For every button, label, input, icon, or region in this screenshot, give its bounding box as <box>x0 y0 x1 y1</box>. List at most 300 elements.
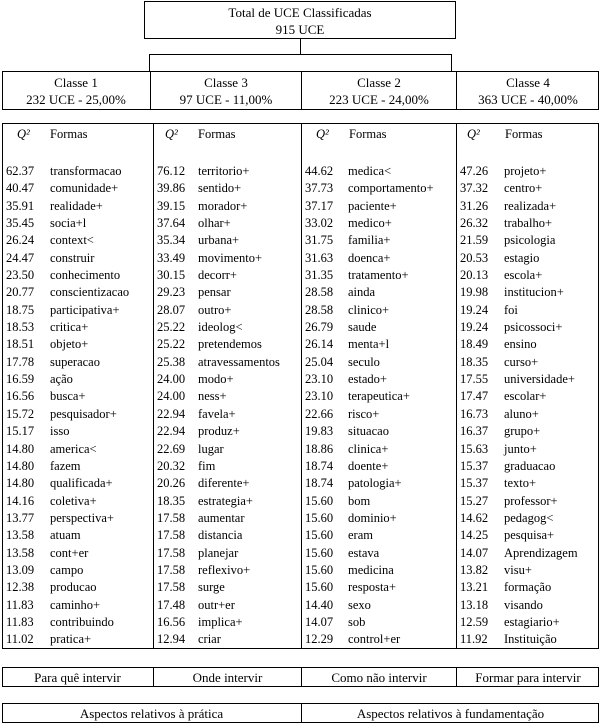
q2-value: 76.12 <box>157 164 186 178</box>
table-row <box>6 458 152 475</box>
q2-value: 22.66 <box>305 406 334 421</box>
q2-value: 16.56 <box>6 389 35 404</box>
class-1-label: Classe 1 <box>54 75 98 90</box>
total-uce-box <box>144 1 456 39</box>
q2-value: 15.37 <box>460 476 489 491</box>
table-row <box>6 215 152 232</box>
table-row <box>460 475 598 492</box>
forma-word: bom <box>348 493 371 508</box>
table-row <box>6 302 152 319</box>
forma-word: dominio+ <box>348 510 397 525</box>
table-divider-2 <box>301 123 302 649</box>
q2-value: 14.80 <box>6 476 35 491</box>
forma-word: trabalho+ <box>504 216 553 231</box>
forma-word: cont+er <box>50 545 89 560</box>
forma-word: producao <box>50 580 97 595</box>
formas-header: Formas <box>50 127 88 141</box>
q2-value: 24.00 <box>157 372 186 387</box>
q2-value: 14.07 <box>460 545 489 560</box>
q2-value: 18.53 <box>6 320 35 335</box>
table-row <box>460 180 598 197</box>
forma-word: visando <box>504 597 543 612</box>
forma-word: medicina <box>348 562 394 577</box>
forma-word: ness+ <box>198 389 227 404</box>
connector-horizontal <box>149 54 451 55</box>
connector-vertical <box>300 39 301 54</box>
q2-value: 28.07 <box>157 302 186 317</box>
forma-word: conhecimento <box>50 268 121 283</box>
table-row <box>157 545 300 562</box>
table-row <box>305 180 455 197</box>
q2-value: 15.27 <box>460 493 489 508</box>
forma-word: critica+ <box>50 320 89 335</box>
forma-word: distancia <box>198 528 243 543</box>
q2-value: 15.63 <box>460 441 489 456</box>
q2-value: 14.07 <box>305 614 334 629</box>
class-3-stats: 97 UCE - 11,00% <box>179 92 273 107</box>
forma-word: realizada+ <box>504 198 557 213</box>
q2-value: 19.83 <box>305 424 334 439</box>
table-row <box>305 388 455 405</box>
class-4-column <box>460 123 598 648</box>
formas-header: Formas <box>198 127 236 141</box>
q2-value: 37.17 <box>305 198 334 213</box>
class-4-label: Classe 4 <box>506 75 550 90</box>
forma-word: transformacao <box>50 164 122 178</box>
table-row <box>6 631 152 648</box>
forma-word: medica< <box>348 164 392 178</box>
q2-value: 18.86 <box>305 441 334 456</box>
table-row <box>157 371 300 388</box>
q2-value: 13.21 <box>460 580 489 595</box>
q2-value: 11.02 <box>6 632 34 647</box>
q2-value: 37.32 <box>460 181 489 196</box>
table-row <box>460 527 598 544</box>
q2-value: 26.32 <box>460 216 489 231</box>
table-row <box>6 579 152 596</box>
forma-word: isso <box>50 424 70 439</box>
table-row <box>157 475 300 492</box>
forma-word: centro+ <box>504 181 543 196</box>
forma-word: ainda <box>348 285 376 300</box>
forma-word: comunidade+ <box>50 181 119 196</box>
class-2-rows <box>305 163 455 649</box>
table-row <box>305 579 455 596</box>
table-row <box>6 614 152 631</box>
q2-value: 13.58 <box>6 528 35 543</box>
q2-value: 15.37 <box>460 458 489 473</box>
forma-word: atravessamentos <box>198 354 280 369</box>
forma-word: america< <box>50 441 97 456</box>
table-row <box>460 302 598 319</box>
table-row <box>6 336 152 353</box>
q2-value: 15.60 <box>305 580 334 595</box>
q2-value: 14.62 <box>460 510 489 525</box>
table-row <box>305 284 455 301</box>
class-4-header <box>457 74 599 108</box>
forma-word: familia+ <box>348 233 391 248</box>
table-row <box>305 336 455 353</box>
forma-word: decorr+ <box>198 268 237 283</box>
forma-word: reflexivo+ <box>198 562 251 577</box>
forma-word: diferente+ <box>198 476 250 491</box>
q2-value: 15.60 <box>305 510 334 525</box>
forma-word: modo+ <box>198 372 234 387</box>
forma-word: institucion+ <box>504 285 564 300</box>
table-row <box>157 180 300 197</box>
forma-word: control+er <box>348 632 401 647</box>
forma-word: fim <box>198 458 216 473</box>
class-3-rows <box>157 163 300 649</box>
table-row <box>305 198 455 215</box>
q2-value: 47.26 <box>460 164 489 178</box>
total-uce-count: 915 UCE <box>275 22 325 37</box>
table-divider-3 <box>456 123 457 649</box>
table-row <box>157 579 300 596</box>
table-row <box>305 163 455 180</box>
table-row <box>157 510 300 527</box>
forma-word: projeto+ <box>504 164 547 178</box>
table-row <box>460 354 598 371</box>
class-2-label: Classe 2 <box>357 75 401 90</box>
q2-value: 14.80 <box>6 441 35 456</box>
label-onde-intervir: Onde intervir <box>192 670 263 685</box>
forma-word: seculo <box>348 354 380 369</box>
table-row <box>6 388 152 405</box>
table-row <box>157 336 300 353</box>
table-row <box>460 388 598 405</box>
table-row <box>157 284 300 301</box>
table-row <box>460 597 598 614</box>
table-row <box>460 215 598 232</box>
q2-value: 20.53 <box>460 250 489 265</box>
forma-word: planejar <box>198 545 239 560</box>
q2-value: 11.92 <box>460 632 488 647</box>
table-row <box>460 232 598 249</box>
table-row <box>157 250 300 267</box>
q2-value: 25.22 <box>157 320 186 335</box>
table-row <box>157 302 300 319</box>
table-row <box>460 371 598 388</box>
forma-word: doente+ <box>348 458 389 473</box>
q2-value: 16.73 <box>460 406 489 421</box>
table-row <box>460 579 598 596</box>
table-row <box>6 198 152 215</box>
table-row <box>460 336 598 353</box>
forma-word: aluno+ <box>504 406 539 421</box>
q2-value: 17.47 <box>460 389 489 404</box>
table-row <box>305 354 455 371</box>
forma-word: contribuindo <box>50 614 114 629</box>
table-row <box>157 354 300 371</box>
forma-word: junto+ <box>504 441 537 456</box>
class-2-stats: 223 UCE - 24,00% <box>329 92 429 107</box>
table-row <box>157 423 300 440</box>
forma-word: territorio+ <box>198 164 250 178</box>
total-uce-title: Total de UCE Classificadas <box>228 5 372 20</box>
table-row <box>305 319 455 336</box>
forma-word: outr+er <box>198 597 235 612</box>
forma-word: terapeutica+ <box>348 389 410 404</box>
q2-value: 13.18 <box>460 597 489 612</box>
q2-value: 31.35 <box>305 268 334 283</box>
forma-word: patologia+ <box>348 476 402 491</box>
forma-word: texto+ <box>504 476 537 491</box>
q2-value: 11.83 <box>6 597 34 612</box>
forma-word: curso+ <box>504 354 539 369</box>
q2-value: 17.58 <box>157 580 186 595</box>
table-row <box>460 510 598 527</box>
q2-value: 28.58 <box>305 285 334 300</box>
forma-word: estrategia+ <box>198 493 253 508</box>
forma-word: superacao <box>50 354 100 369</box>
table-row <box>6 527 152 544</box>
table-row <box>305 441 455 458</box>
forma-word: medico+ <box>348 216 392 231</box>
q2-value: 26.24 <box>6 233 35 248</box>
label-como-nao-intervir: Como não intervir <box>331 670 427 685</box>
q2-value: 24.00 <box>157 389 186 404</box>
q2-value: 35.34 <box>157 233 186 248</box>
table-row <box>6 267 152 284</box>
forma-word: pratica+ <box>50 632 92 647</box>
forma-word: Aprendizagem <box>504 545 578 560</box>
table-row <box>460 267 598 284</box>
forma-word: formação <box>504 580 552 595</box>
q2-value: 31.75 <box>305 233 334 248</box>
q2-value: 19.24 <box>460 302 489 317</box>
class-2-column <box>305 123 455 648</box>
q2-value: 33.49 <box>157 250 186 265</box>
forma-word: perspectiva+ <box>50 510 114 525</box>
forma-word: produz+ <box>198 424 240 439</box>
q2-value: 11.83 <box>6 614 34 629</box>
table-row <box>460 406 598 423</box>
forma-word: conscientizacao <box>50 285 130 300</box>
q2-value: 39.15 <box>157 198 186 213</box>
q2-value: 21.59 <box>460 233 489 248</box>
q2-value: 18.49 <box>460 337 489 352</box>
forma-word: escolar+ <box>504 389 547 404</box>
forma-word: doenca+ <box>348 250 391 265</box>
forma-word: escola+ <box>504 268 543 283</box>
forma-word: tratamento+ <box>348 268 409 283</box>
forma-word: clinico+ <box>348 302 390 317</box>
forma-word: ação <box>50 372 73 387</box>
forma-word: graduacao <box>504 458 556 473</box>
forma-word: busca+ <box>50 389 86 404</box>
table-row <box>157 631 300 648</box>
forma-word: implica+ <box>198 614 243 629</box>
forma-word: resposta+ <box>348 580 397 595</box>
q2-value: 12.59 <box>460 614 489 629</box>
table-row <box>305 302 455 319</box>
q2-value: 18.35 <box>460 354 489 369</box>
forma-word: favela+ <box>198 406 236 421</box>
q2-value: 22.69 <box>157 441 186 456</box>
forma-word: outro+ <box>198 302 232 317</box>
q2-value: 26.79 <box>305 320 334 335</box>
q2-value: 62.37 <box>6 164 35 178</box>
q2-value: 40.47 <box>6 181 35 196</box>
forma-word: grupo+ <box>504 424 541 439</box>
table-row <box>305 406 455 423</box>
table-row <box>157 232 300 249</box>
table-row <box>305 545 455 562</box>
forma-word: realidade+ <box>50 198 103 213</box>
q2-value: 17.58 <box>157 510 186 525</box>
class-1-column <box>6 123 152 648</box>
q2-value: 22.94 <box>157 424 186 439</box>
forma-word: urbana+ <box>198 233 240 248</box>
table-row <box>6 319 152 336</box>
class-4-stats: 363 UCE - 40,00% <box>478 92 578 107</box>
forma-word: comportamento+ <box>348 181 434 196</box>
forma-word: caminho+ <box>50 597 101 612</box>
table-row <box>157 163 300 180</box>
forma-word: menta+l <box>348 337 390 352</box>
forma-word: campo <box>50 562 84 577</box>
q2-value: 15.17 <box>6 424 35 439</box>
table-row <box>305 631 455 648</box>
q2-value: 29.23 <box>157 285 186 300</box>
q2-value: 37.64 <box>157 216 186 231</box>
q2-value: 17.58 <box>157 545 186 560</box>
connector-right <box>451 54 452 71</box>
q2-value: 18.51 <box>6 337 35 352</box>
forma-word: estava <box>348 545 380 560</box>
table-row <box>6 250 152 267</box>
q2-value: 17.48 <box>157 597 186 612</box>
table-row <box>157 441 300 458</box>
q2-value: 37.73 <box>305 181 334 196</box>
q2-value: 23.10 <box>305 372 334 387</box>
forma-word: participativa+ <box>50 302 120 317</box>
q2-value: 39.86 <box>157 181 186 196</box>
q2-value: 24.47 <box>6 250 35 265</box>
q2-value: 44.62 <box>305 164 334 178</box>
table-row <box>460 614 598 631</box>
table-row <box>460 441 598 458</box>
forma-word: objeto+ <box>50 337 89 352</box>
forma-word: sob <box>348 614 366 629</box>
q2-value: 20.13 <box>460 268 489 283</box>
table-row <box>6 180 152 197</box>
table-row <box>6 510 152 527</box>
table-row <box>6 597 152 614</box>
table-row <box>305 614 455 631</box>
table-row <box>157 597 300 614</box>
forma-word: ensino <box>504 337 537 352</box>
table-row <box>157 493 300 510</box>
table-row <box>157 458 300 475</box>
q2-value: 23.50 <box>6 268 35 283</box>
forma-word: clinica+ <box>348 441 389 456</box>
table-row <box>6 354 152 371</box>
forma-word: situacao <box>348 424 389 439</box>
q2-value: 33.02 <box>305 216 334 231</box>
forma-word: psicologia <box>504 233 556 248</box>
q2-value: 17.78 <box>6 354 35 369</box>
q2-value: 16.37 <box>460 424 489 439</box>
q2-value: 14.40 <box>305 597 334 612</box>
q2-value: 35.45 <box>6 216 35 231</box>
table-row <box>305 475 455 492</box>
formas-header: Formas <box>505 127 543 141</box>
class-2-header <box>302 74 456 108</box>
q2-value: 15.60 <box>305 528 334 543</box>
connector-left <box>149 54 150 71</box>
q2-value: 22.94 <box>157 406 186 421</box>
q2-header: Q² <box>17 127 30 141</box>
q2-value: 20.77 <box>6 285 35 300</box>
q2-value: 17.58 <box>157 562 186 577</box>
table-row <box>305 250 455 267</box>
q2-value: 15.60 <box>305 493 334 508</box>
q2-value: 26.14 <box>305 337 334 352</box>
class-1-stats: 232 UCE - 25,00% <box>26 92 126 107</box>
forma-word: lugar <box>198 441 224 456</box>
q2-value: 20.26 <box>157 476 186 491</box>
table-row <box>6 441 152 458</box>
table-row <box>157 267 300 284</box>
forma-word: saude <box>348 320 377 335</box>
q2-header: Q² <box>467 127 480 141</box>
table-row <box>305 458 455 475</box>
table-divider-1 <box>153 123 154 649</box>
q2-value: 28.58 <box>305 302 334 317</box>
forma-word: professor+ <box>504 493 558 508</box>
table-row <box>305 215 455 232</box>
table-row <box>460 319 598 336</box>
q2-value: 13.09 <box>6 562 35 577</box>
table-row <box>460 493 598 510</box>
forma-word: coletiva+ <box>50 493 97 508</box>
q2-value: 19.98 <box>460 285 489 300</box>
forma-word: surge <box>198 580 225 595</box>
forma-word: movimento+ <box>198 250 262 265</box>
forma-word: fazem <box>50 458 81 473</box>
table-row <box>305 562 455 579</box>
class-1-header <box>2 74 150 108</box>
forma-word: pedagog< <box>504 510 554 525</box>
q2-header: Q² <box>316 127 329 141</box>
q2-value: 12.38 <box>6 580 35 595</box>
q2-value: 14.16 <box>6 493 35 508</box>
q2-value: 25.38 <box>157 354 186 369</box>
table-row <box>6 371 152 388</box>
q2-value: 12.29 <box>305 632 334 647</box>
q2-value: 18.74 <box>305 458 334 473</box>
q2-value: 16.56 <box>157 614 186 629</box>
table-row <box>460 545 598 562</box>
table-row <box>6 493 152 510</box>
forma-word: construir <box>50 250 95 265</box>
forma-word: eram <box>348 528 373 543</box>
q2-value: 31.26 <box>460 198 489 213</box>
class-3-header <box>151 74 301 108</box>
table-row <box>6 284 152 301</box>
label-formar-para-intervir: Formar para intervir <box>475 670 581 685</box>
table-row <box>305 597 455 614</box>
forma-word: olhar+ <box>198 216 231 231</box>
table-row <box>157 562 300 579</box>
forma-word: sexo <box>348 597 371 612</box>
q2-value: 14.80 <box>6 458 35 473</box>
q2-value: 15.72 <box>6 406 35 421</box>
table-row <box>460 250 598 267</box>
table-row <box>305 267 455 284</box>
